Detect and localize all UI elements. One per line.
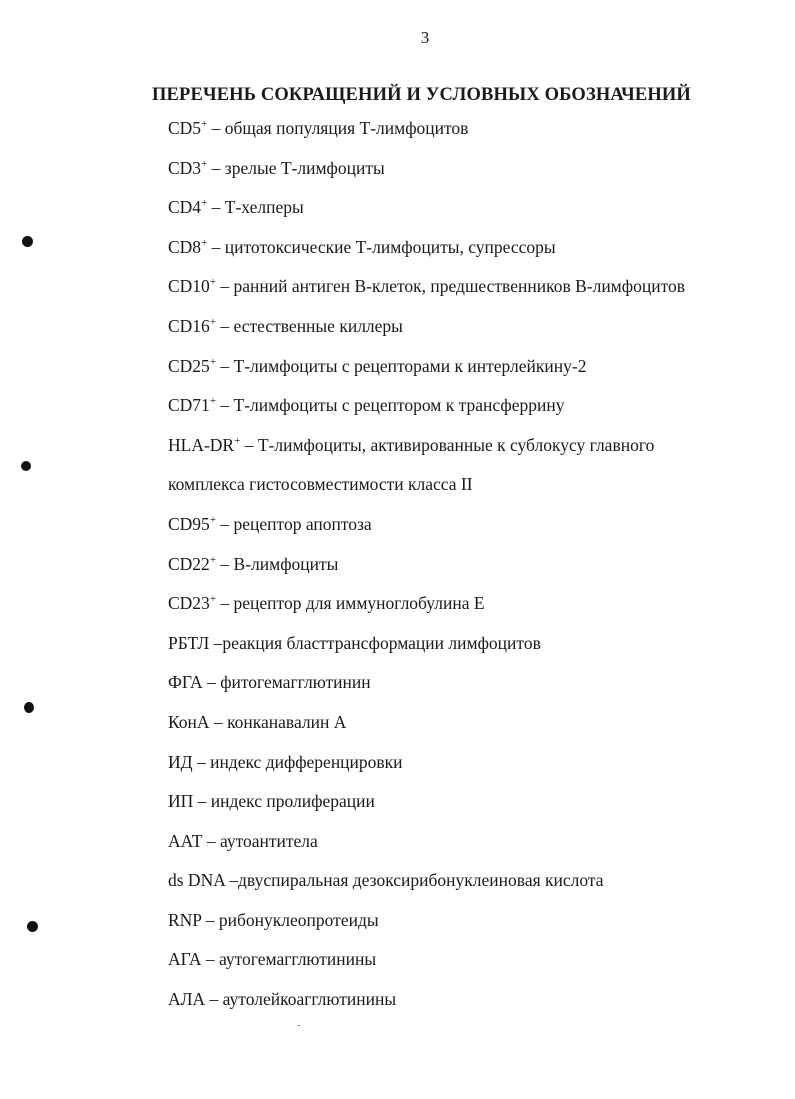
page-number: 3 bbox=[420, 28, 430, 47]
abbreviation-definition: –реакция бласттрансформации лимфоцитов bbox=[209, 632, 541, 653]
abbreviation-definition: – аутоантитела bbox=[202, 830, 318, 851]
list-item-continuation bbox=[168, 473, 685, 513]
scan-speck bbox=[298, 1025, 300, 1026]
abbreviation-term: ИД bbox=[168, 751, 193, 772]
superscript-mark: + bbox=[234, 434, 241, 447]
abbreviation-term: CD95 bbox=[168, 513, 210, 534]
abbreviation-definition: – зрелые Т-лимфоциты bbox=[207, 157, 385, 178]
superscript-mark: + bbox=[201, 157, 208, 170]
abbreviation-definition: – аутогемагглютинины bbox=[201, 949, 377, 970]
abbreviation-term: АЛА bbox=[168, 989, 206, 1010]
abbreviation-list bbox=[168, 117, 685, 1028]
list-item bbox=[168, 434, 685, 474]
list-item bbox=[168, 157, 685, 197]
page-title: ПЕРЕЧЕНЬ СОКРАЩЕНИЙ И УСЛОВНЫХ ОБОЗНАЧЕНИЙ bbox=[152, 85, 691, 105]
binding-hole-mark bbox=[21, 461, 31, 471]
abbreviation-definition: – индекс пролиферации bbox=[193, 791, 375, 812]
abbreviation-definition: – рецептор для иммуноглобулина E bbox=[216, 593, 485, 614]
abbreviation-term: КонА bbox=[168, 711, 210, 732]
superscript-mark: + bbox=[209, 513, 217, 526]
abbreviation-definition: – ранний антиген В-клеток, предшественников В-лимфоцитов bbox=[216, 276, 686, 297]
superscript-mark: + bbox=[201, 236, 208, 249]
abbreviation-definition: – рибонуклеопротеиды bbox=[201, 909, 379, 930]
abbreviation-definition: – Т-лимфоциты с рецепторами к интерлейкину-2 bbox=[216, 355, 587, 376]
superscript-mark: + bbox=[209, 315, 217, 328]
binding-hole-mark bbox=[22, 236, 33, 247]
abbreviation-term: CD22 bbox=[168, 553, 210, 574]
list-item bbox=[168, 671, 685, 711]
list-item bbox=[168, 869, 685, 909]
binding-hole-mark bbox=[24, 702, 34, 713]
abbreviation-term: CD4 bbox=[168, 197, 202, 218]
list-item bbox=[168, 830, 685, 870]
abbreviation-definition: – Т-хелперы bbox=[207, 197, 304, 218]
abbreviation-term: ds DNA bbox=[168, 870, 225, 891]
list-item bbox=[168, 513, 685, 553]
abbreviation-term: АГА bbox=[168, 949, 202, 970]
list-item bbox=[168, 632, 685, 672]
list-item bbox=[168, 117, 685, 157]
abbreviation-term: CD71 bbox=[168, 395, 210, 416]
abbreviation-definition: – индекс дифференцировки bbox=[192, 751, 403, 772]
list-item bbox=[168, 275, 685, 315]
superscript-mark: + bbox=[209, 553, 217, 566]
abbreviation-term: ФГА bbox=[168, 672, 203, 693]
abbreviation-definition: – рецептор апоптоза bbox=[216, 513, 372, 534]
abbreviation-term: ААТ bbox=[168, 830, 203, 851]
abbreviation-definition: комплекса гистосовместимости класса II bbox=[168, 474, 473, 495]
list-item bbox=[168, 988, 685, 1028]
superscript-mark: + bbox=[209, 276, 217, 289]
list-item bbox=[168, 751, 685, 791]
list-item bbox=[168, 355, 685, 395]
list-item bbox=[168, 592, 685, 632]
abbreviation-term: ИП bbox=[168, 791, 194, 812]
list-item bbox=[168, 948, 685, 988]
superscript-mark: + bbox=[201, 197, 208, 210]
abbreviation-term: CD10 bbox=[168, 276, 210, 297]
list-item bbox=[168, 394, 685, 434]
abbreviation-definition: – аутолейкоагглютинины bbox=[205, 989, 397, 1010]
abbreviation-definition: – фитогемагглютинин bbox=[202, 672, 371, 693]
abbreviation-definition: – В-лимфоциты bbox=[216, 553, 339, 574]
abbreviation-term: CD8 bbox=[168, 236, 202, 257]
abbreviation-term: CD25 bbox=[168, 355, 210, 376]
superscript-mark: + bbox=[209, 355, 217, 368]
superscript-mark: + bbox=[201, 118, 208, 130]
list-item bbox=[168, 553, 685, 593]
abbreviation-definition: – Т-лимфоциты, активированные к сублокусу главного bbox=[240, 434, 655, 455]
list-item bbox=[168, 196, 685, 236]
list-item bbox=[168, 909, 685, 949]
superscript-mark: + bbox=[209, 593, 217, 606]
abbreviation-definition: – естественные киллеры bbox=[216, 315, 403, 336]
abbreviation-definition: – конканавалин А bbox=[209, 711, 347, 732]
list-item bbox=[168, 236, 685, 276]
abbreviation-term: CD3 bbox=[168, 157, 202, 178]
list-item bbox=[168, 790, 685, 830]
list-item bbox=[168, 711, 685, 751]
abbreviation-definition: –двуспиральная дезоксирибонуклеиновая кислота bbox=[224, 870, 604, 891]
list-item bbox=[168, 315, 685, 355]
abbreviation-term: CD5 bbox=[168, 118, 202, 138]
binding-hole-mark bbox=[27, 921, 38, 932]
abbreviation-term: CD16 bbox=[168, 315, 210, 336]
abbreviation-definition: – цитотоксические Т-лимфоциты, супрессоры bbox=[207, 236, 556, 257]
abbreviation-definition: – Т-лимфоциты с рецептором к трансферрину bbox=[216, 395, 565, 416]
abbreviation-term: CD23 bbox=[168, 593, 210, 614]
abbreviation-term: РБТЛ bbox=[168, 632, 210, 653]
abbreviation-term: HLA-DR bbox=[168, 434, 235, 455]
superscript-mark: + bbox=[209, 395, 217, 408]
abbreviation-term: RNP bbox=[168, 909, 202, 930]
abbreviation-definition: – общая популяция Т-лимфоцитов bbox=[207, 118, 469, 138]
